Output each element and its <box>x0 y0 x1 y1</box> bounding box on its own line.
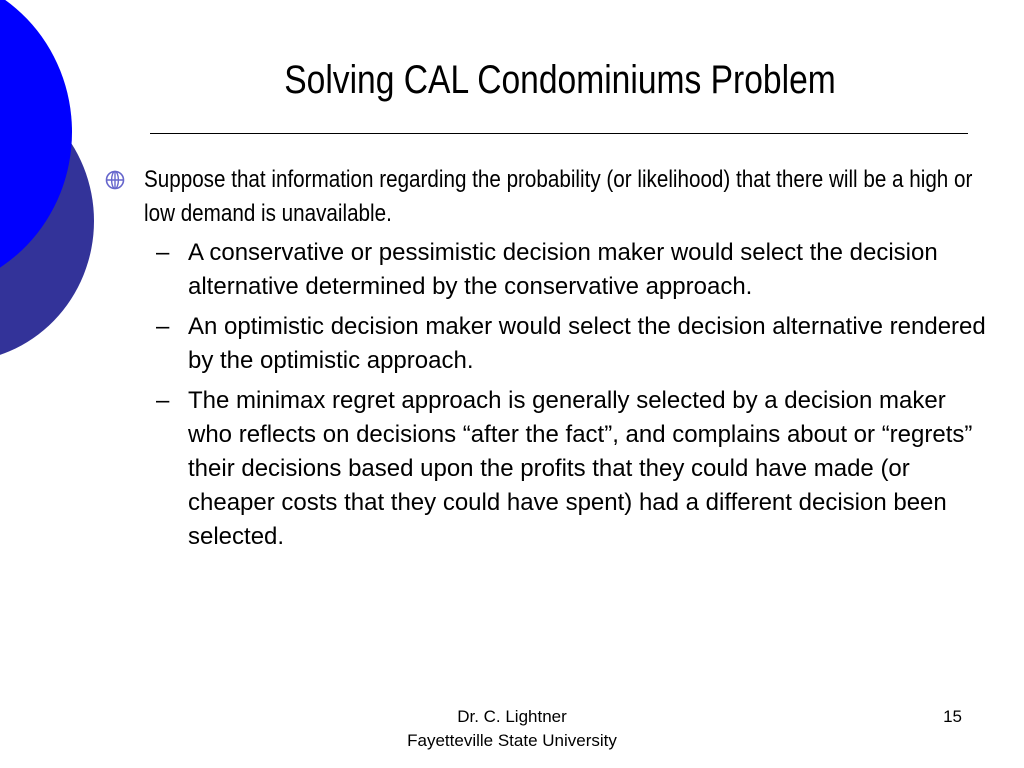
footer-attribution <box>362 705 662 753</box>
globe-bullet-icon <box>104 169 126 191</box>
dash-bullet: – <box>156 313 170 340</box>
sub-bullet-text: The minimax regret approach is generally selected by a decision maker who reflects on decisions “after the fact”, and complains about or “regrets” their decisions based upon the profits that they could have made (or cheaper costs that they could have spent) had a different decision been selected. <box>188 387 973 550</box>
sub-bullet-item <box>156 384 986 554</box>
sub-bullet-item <box>156 310 986 378</box>
footer-author: Dr. C. Lightner <box>457 707 567 726</box>
slide-title: Solving CAL Condominiums Problem <box>284 58 836 102</box>
sub-bullet-item <box>156 236 986 304</box>
dash-bullet: – <box>156 387 170 414</box>
title-divider <box>150 133 968 134</box>
footer-institution: Fayetteville State University <box>407 731 617 750</box>
page-number: 15 <box>943 707 962 726</box>
sub-bullet-list <box>156 236 986 560</box>
sub-bullet-text: An optimistic decision maker would select the decision alternative rendered by the optimistic approach. <box>188 313 986 374</box>
sub-bullet-text: A conservative or pessimistic decision maker would select the decision alternative determined by the conservative approach. <box>188 239 938 300</box>
dash-bullet: – <box>156 239 170 266</box>
main-bullet-text: Suppose that information regarding the probability (or likelihood) that there will be a high or low demand is unavailable. <box>144 166 973 227</box>
